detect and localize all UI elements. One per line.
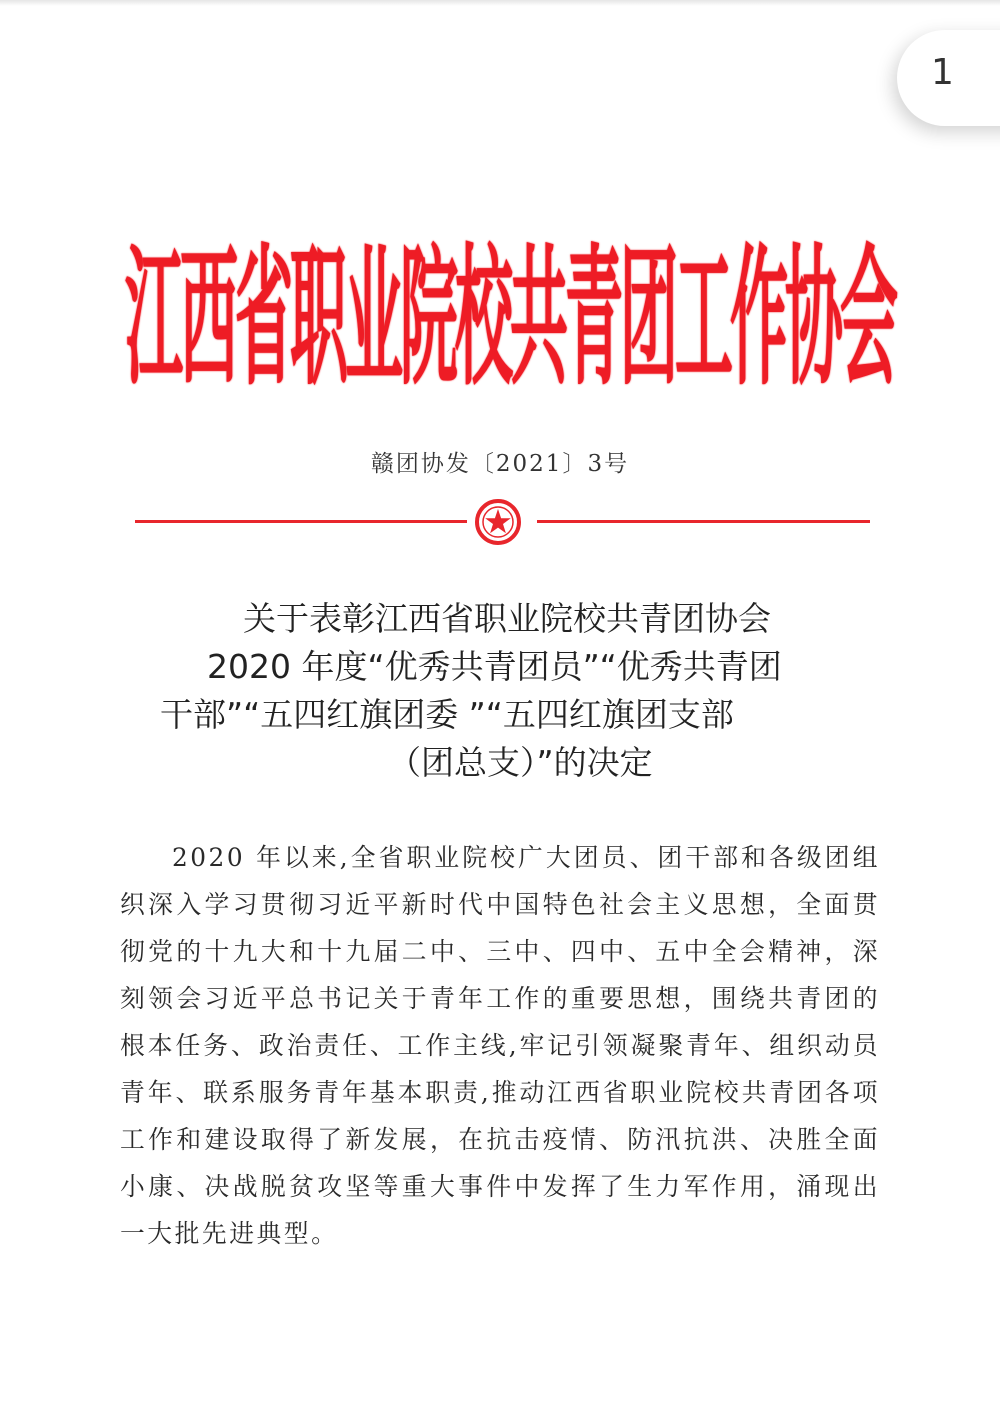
organization-header <box>125 215 896 407</box>
red-divider-right <box>537 520 870 523</box>
page-indicator[interactable] <box>897 30 1000 126</box>
title-line-4: （团总支）”的决定 <box>388 743 653 782</box>
red-star-emblem-icon <box>474 498 522 546</box>
page-number: 1 <box>931 52 954 93</box>
organization-name: 江西省职业院校共青团工作协会 <box>125 229 896 407</box>
title-line-2: 2020 年度“优秀共青团员”“优秀共青团 <box>207 647 782 686</box>
top-shadow <box>0 0 1000 6</box>
body-paragraph: 2020 年以来,全省职业院校广大团员、团干部和各级团组织深入学习贯彻习近平新时代中国特色社会主义思想，全面贯彻党的十九大和十九届二中、三中、四中、五中全会精神，深刻领会习近平总书记关于青年工作的重要思想，围绕共青团的根本任务、政治责任、工作主线,牢记引领凝聚青年、组织动员青年、联系服务青年基本职责,推动江西省职业院校共青团各项工作和建设取得了新发展，在抗击疫情、防汛抗洪、决胜全面小康、决战脱贫攻坚等重大事件中发挥了生力军作用，涌现出一大批先进典型。 <box>120 843 880 1248</box>
title-line-3: 干部”“五四红旗团委 ”“五四红旗团支部 <box>160 695 734 734</box>
document-number: 赣团协发〔2021〕3号 <box>370 451 630 477</box>
title-line-1: 关于表彰江西省职业院校共青团协会 <box>243 599 771 638</box>
red-divider-left <box>135 520 467 523</box>
